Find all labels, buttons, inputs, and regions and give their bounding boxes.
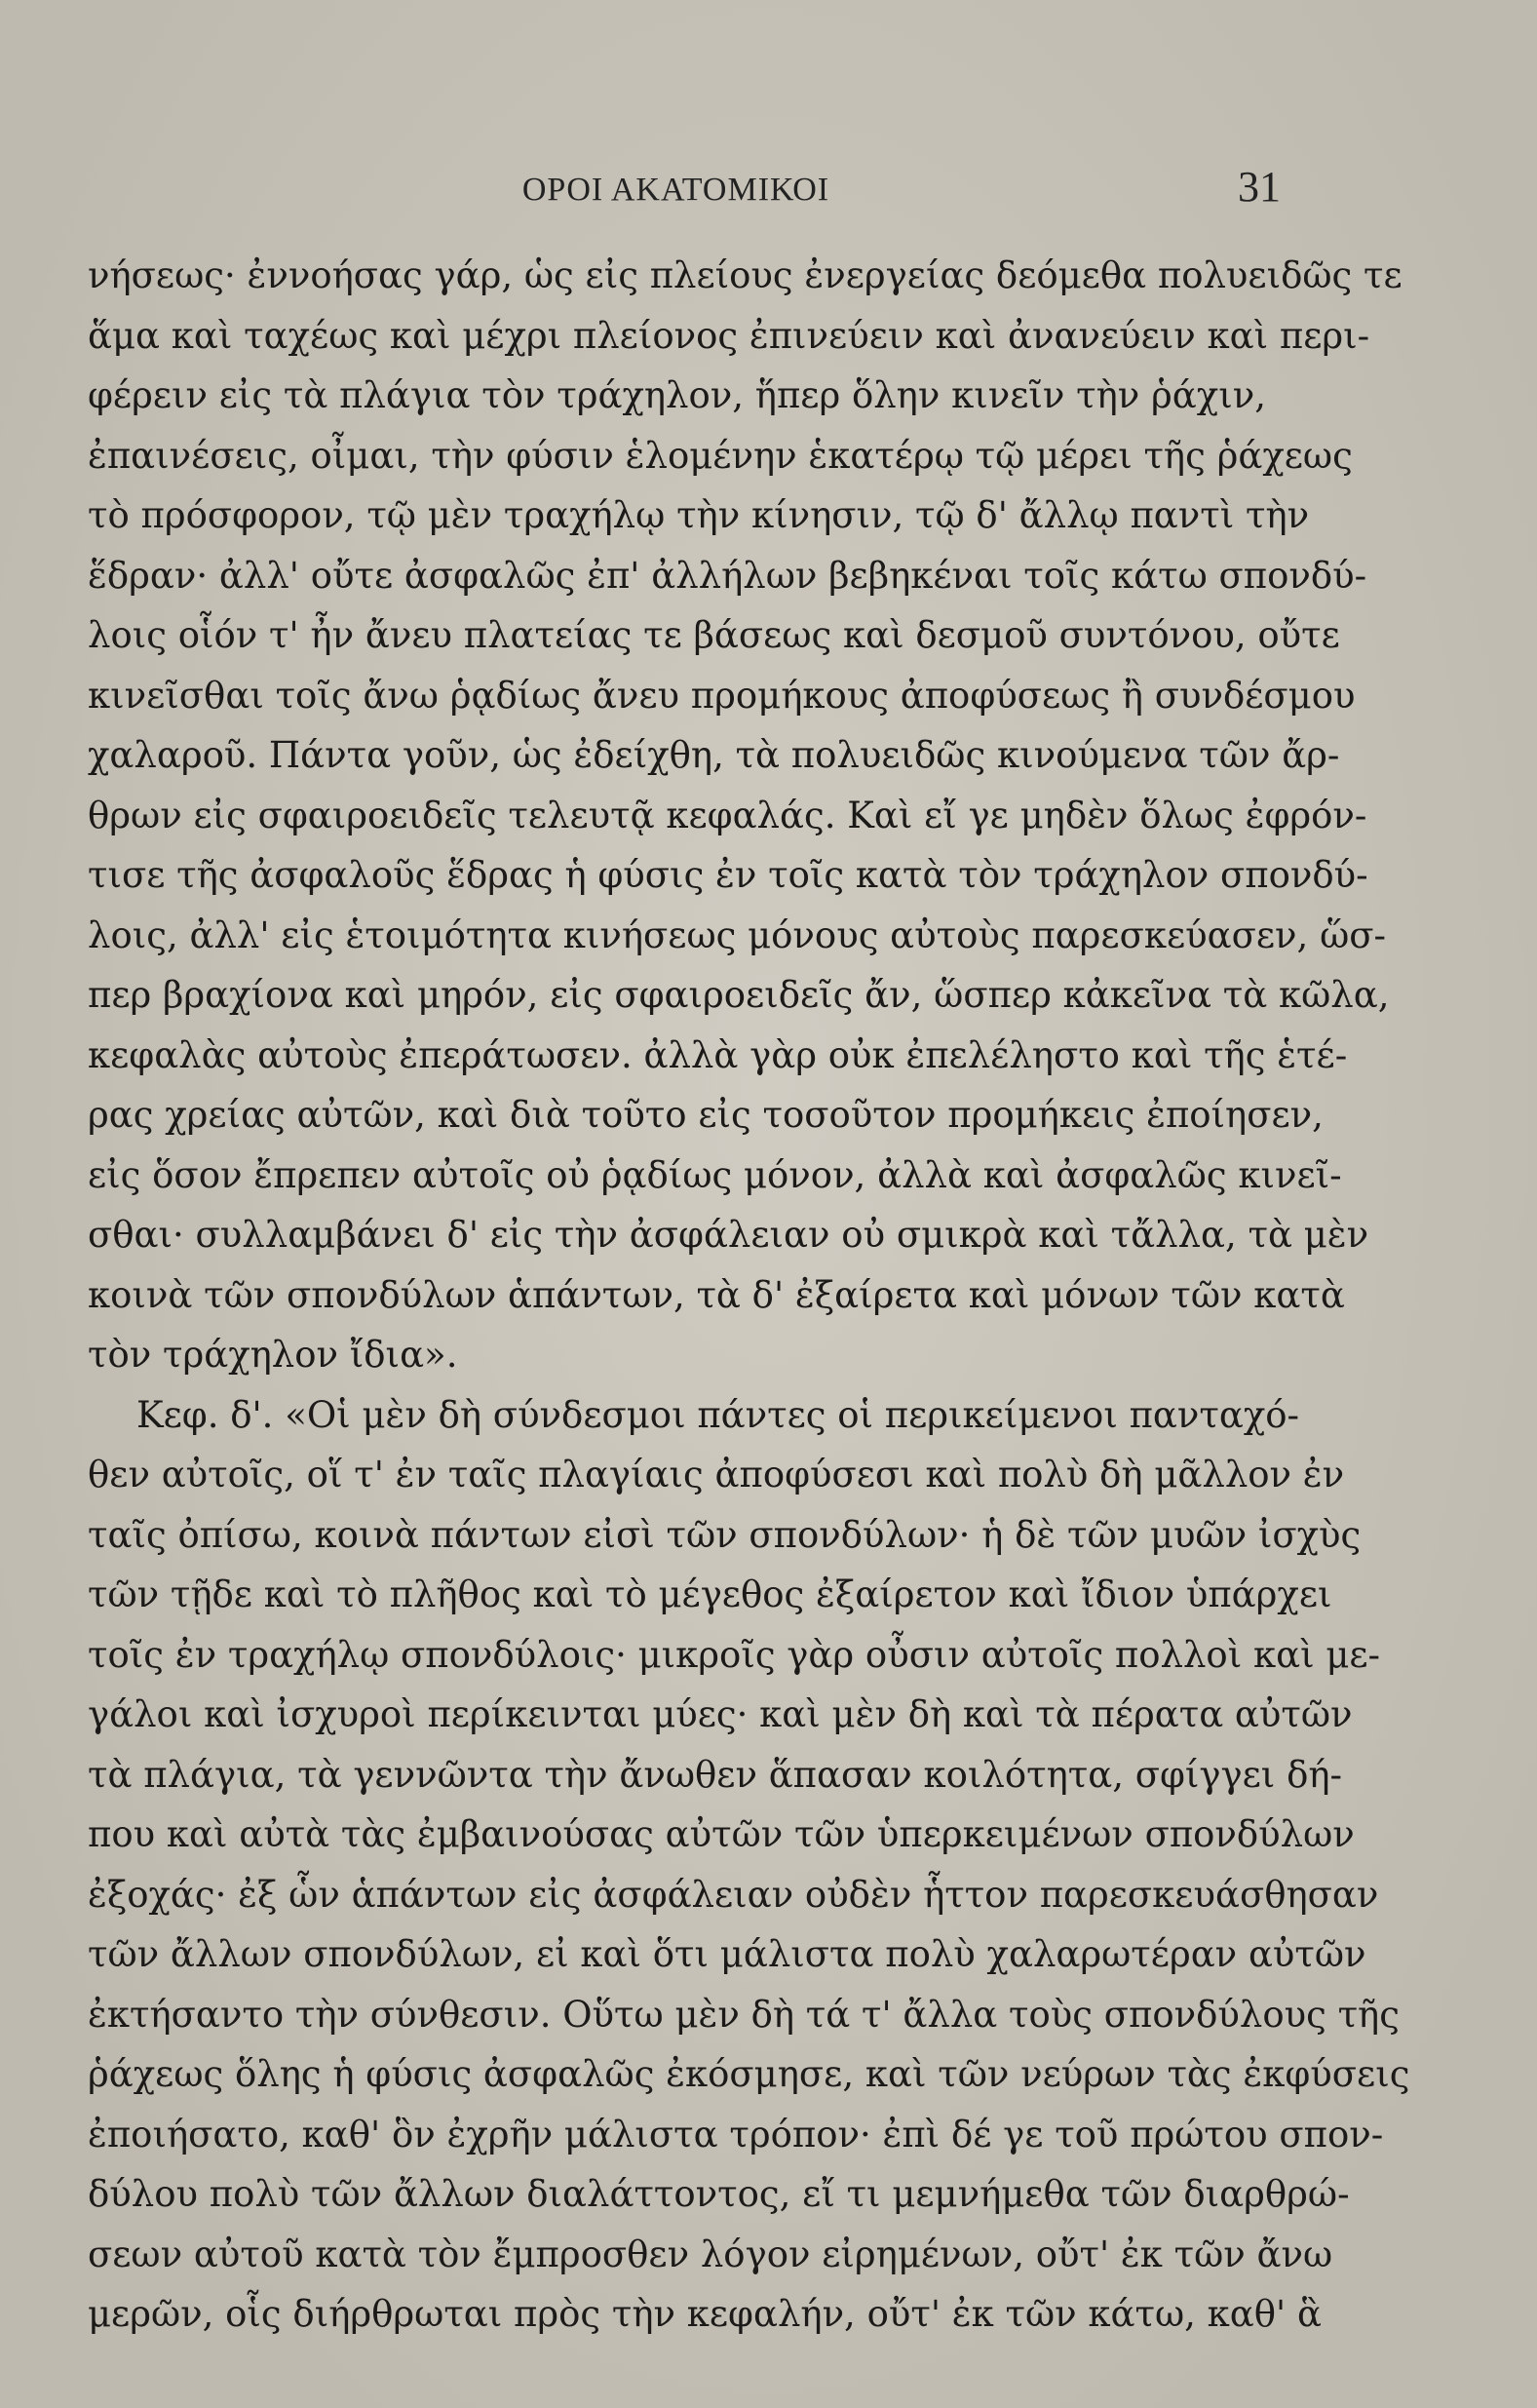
text-line: φέρειν εἰς τὰ πλάγια τὸν τράχηλον, ἥπερ ὅλην κινεῖν τὴν ῥάχιν, bbox=[88, 374, 1266, 416]
text-line: ρας χρείας αὐτῶν, καὶ διὰ τοῦτο εἰς τοσοῦτον προμήκεις ἐποίησεν, bbox=[88, 1094, 1324, 1136]
text-line: τῶν ἄλλων σπονδύλων, εἰ καὶ ὅτι μάλιστα πολὺ χαλαρωτέραν αὐτῶν bbox=[88, 1933, 1366, 1975]
text-line: περ βραχίονα καὶ μηρόν, εἰς σφαιροειδεῖς ἄν, ὥσπερ κἀκεῖνα τὰ κῶλα, bbox=[88, 974, 1390, 1016]
text-line: ἐξοχάς· ἐξ ὧν ἁπάντων εἰς ἀσφάλειαν οὐδὲν ἧττον παρεσκευάσθησαν bbox=[88, 1873, 1379, 1916]
text-line: θεν αὐτοῖς, οἵ τ' ἐν ταῖς πλαγίαις ἀποφύσεσι καὶ πολὺ δὴ μᾶλλον ἐν bbox=[88, 1454, 1345, 1495]
text-line: που καὶ αὐτὰ τὰς ἐμβαινούσας αὐτῶν τῶν ὑπερκειμένων σπονδύλων bbox=[88, 1813, 1355, 1855]
text-line: κινεῖσθαι τοῖς ἄνω ῥᾳδίως ἄνευ προμήκους ἀποφύσεως ἢ συνδέσμου bbox=[88, 674, 1356, 717]
page-number: 31 bbox=[1238, 163, 1281, 211]
text-line: δύλου πολὺ τῶν ἄλλων διαλάττοντος, εἴ τι μεμνήμεθα τῶν διαρθρώ- bbox=[88, 2173, 1350, 2215]
text-line: τὸ πρόσφορον, τῷ μὲν τραχήλῳ τὴν κίνησιν, τῷ δ' ἄλλῳ παντὶ τὴν bbox=[88, 494, 1310, 536]
text-line: θρων εἰς σφαιροειδεῖς τελευτᾷ κεφαλάς. Καὶ εἴ γε μηδὲν ὅλως ἐφρόν- bbox=[88, 794, 1367, 836]
text-line: ταῖς ὀπίσω, κοινὰ πάντων εἰσὶ τῶν σπονδύλων· ἡ δὲ τῶν μυῶν ἰσχὺς bbox=[88, 1513, 1362, 1556]
text-line: λοις, ἀλλ' εἰς ἑτοιμότητα κινήσεως μόνους αὐτοὺς παρεσκεύασεν, ὥσ- bbox=[88, 913, 1386, 956]
text-line: ἐποιήσατο, καθ' ὃν ἐχρῆν μάλιστα τρόπον· ἐπὶ δέ γε τοῦ πρώτου σπον- bbox=[88, 2113, 1384, 2156]
text-line: εἰς ὅσον ἔπρεπεν αὐτοῖς οὐ ῥᾳδίως μόνον, ἀλλὰ καὶ ἀσφαλῶς κινεῖ- bbox=[88, 1153, 1342, 1196]
body-text bbox=[88, 246, 1410, 2345]
text-line: ἐκτήσαντο τὴν σύνθεσιν. Οὕτω μὲν δὴ τά τ' ἄλλα τοὺς σπονδύλους τῆς bbox=[88, 1993, 1400, 2036]
text-line: σεων αὐτοῦ κατὰ τὸν ἔμπροσθεν λόγον εἰρημένων, οὔτ' ἐκ τῶν ἄνω bbox=[88, 2233, 1333, 2275]
text-line: τῶν τῇδε καὶ τὸ πλῆθος καὶ τὸ μέγεθος ἐξαίρετον καὶ ἴδιον ὑπάρχει bbox=[88, 1573, 1332, 1615]
text-line: γάλοι καὶ ἰσχυροὶ περίκεινται μύες· καὶ μὲν δὴ καὶ τὰ πέρατα αὐτῶν bbox=[88, 1693, 1353, 1735]
text-line: ῥάχεως ὅλης ἡ φύσις ἀσφαλῶς ἐκόσμησε, καὶ τῶν νεύρων τὰς ἐκφύσεις bbox=[88, 2053, 1410, 2095]
text-line: χαλαροῦ. Πάντα γοῦν, ὡς ἐδείχθη, τὰ πολυειδῶς κινούμενα τῶν ἄρ- bbox=[88, 734, 1340, 776]
text-line: τὸν τράχηλον ἴδια». bbox=[88, 1334, 458, 1376]
text-line: τὰ πλάγια, τὰ γεννῶντα τὴν ἄνωθεν ἅπασαν κοιλότητα, σφίγγει δή- bbox=[88, 1753, 1343, 1796]
text-line: νήσεως· ἐννοήσας γάρ, ὡς εἰς πλείους ἐνεργείας δεόμεθα πολυειδῶς τε bbox=[88, 254, 1403, 296]
chapter-start-line: Κεφ. δ'. «Οἱ μὲν δὴ σύνδεσμοι πάντες οἱ περικείμενοι πανταχό- bbox=[136, 1393, 1300, 1436]
text-line: σθαι· συλλαμβάνει δ' εἰς τὴν ἀσφάλειαν οὐ σμικρὰ καὶ τἄλλα, τὰ μὲν bbox=[88, 1214, 1369, 1256]
text-line: κοινὰ τῶν σπονδύλων ἁπάντων, τὰ δ' ἐξαίρετα καὶ μόνων τῶν κατὰ bbox=[88, 1273, 1345, 1316]
running-title: ΟΡΟΙ ΑΚΑΤΟΜΙΚΟΙ bbox=[521, 172, 830, 208]
text-line: μερῶν, οἷς διήρθρωται πρὸς τὴν κεφαλήν, οὔτ' ἐκ τῶν κάτω, καθ' ἃ bbox=[88, 2293, 1322, 2335]
text-line: λοις οἷόν τ' ἦν ἄνευ πλατείας τε βάσεως καὶ δεσμοῦ συντόνου, οὔτε bbox=[88, 614, 1340, 656]
text-line: ἕδραν· ἀλλ' οὔτε ἀσφαλῶς ἐπ' ἀλλήλων βεβηκέναι τοῖς κάτω σπονδύ- bbox=[88, 554, 1367, 597]
text-line: τοῖς ἐν τραχήλῳ σπονδύλοις· μικροῖς γὰρ οὖσιν αὐτοῖς πολλοὶ καὶ με- bbox=[88, 1633, 1381, 1676]
text-line: ἐπαινέσεις, οἶμαι, τὴν φύσιν ἑλομένην ἑκατέρῳ τῷ μέρει τῆς ῥάχεως bbox=[88, 434, 1353, 477]
text-line: κεφαλὰς αὐτοὺς ἐπεράτωσεν. ἀλλὰ γὰρ οὐκ ἐπελέληστο καὶ τῆς ἑτέ- bbox=[88, 1033, 1348, 1076]
text-line: ἅμα καὶ ταχέως καὶ μέχρι πλείονος ἐπινεύειν καὶ ἀνανεύειν καὶ περι- bbox=[88, 314, 1370, 357]
text-line: τισε τῆς ἀσφαλοῦς ἕδρας ἡ φύσις ἐν τοῖς κατὰ τὸν τράχηλον σπονδύ- bbox=[88, 854, 1368, 896]
